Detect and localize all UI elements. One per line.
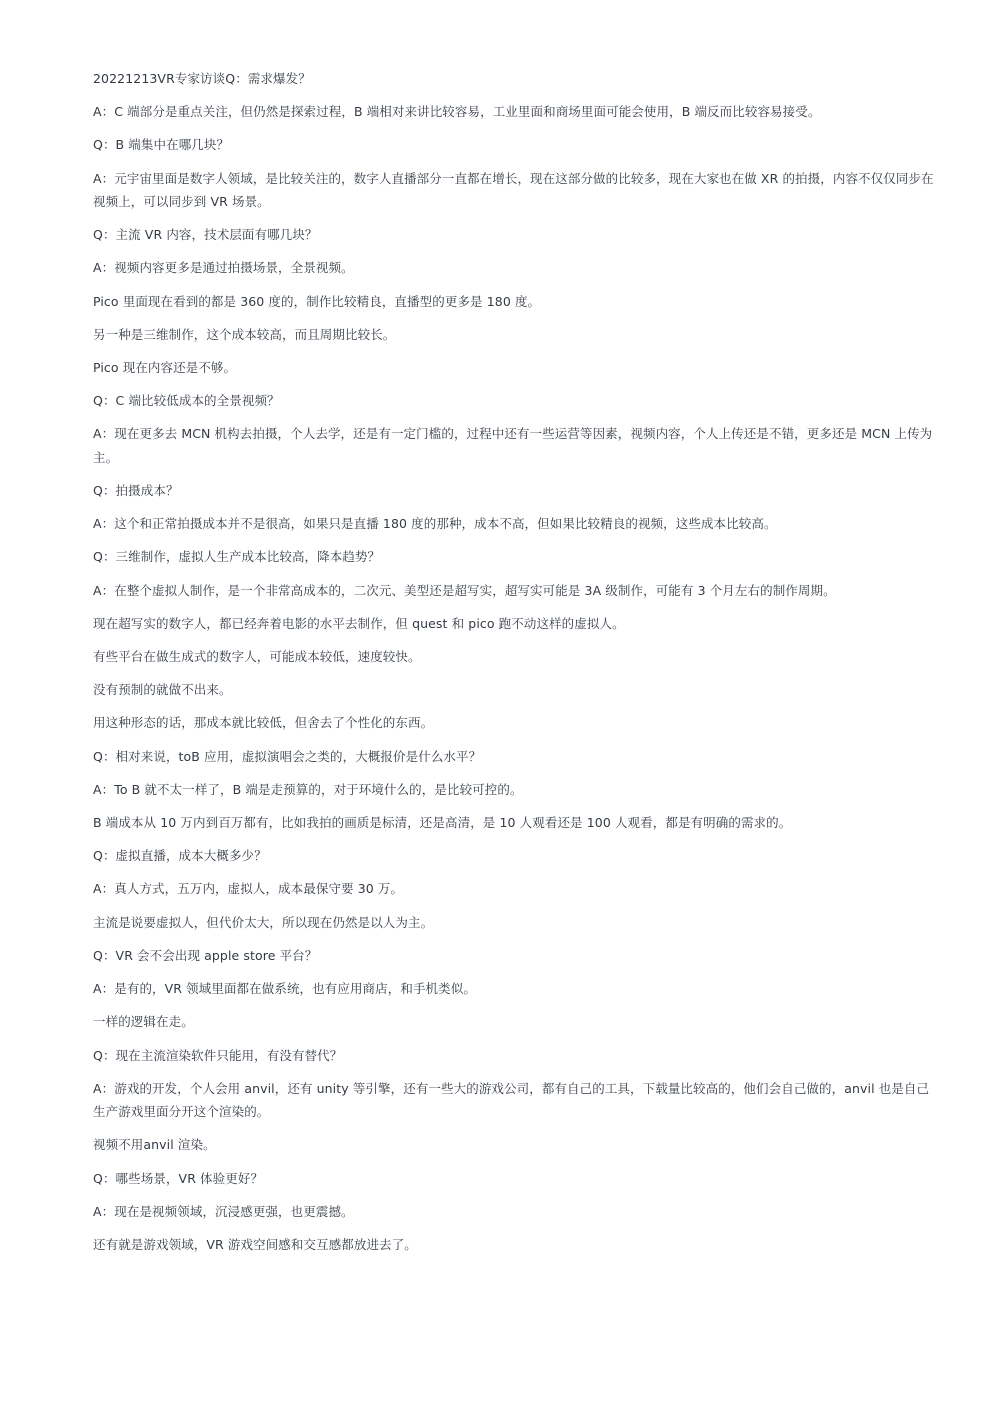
paragraph: 现在超写实的数字人，都已经奔着电影的水平去制作，但 quest 和 pico 跑不动这样的虚拟人。 — [93, 615, 625, 631]
paragraph: A：现在更多去 MCN 机构去拍摄，个人去学，还是有一定门槛的，过程中还有一些运营等因素，视频内容，个人上传还是不错，更多还是 MCN 上传为主。 — [93, 426, 933, 465]
paragraph: 视频不用anvil 渲染。 — [93, 1137, 216, 1153]
paragraph: Q：现在主流渲染软件只能用，有没有替代？ — [93, 1047, 343, 1063]
paragraph: A：在整个虚拟人制作，是一个非常高成本的，二次元、美型还是超写实，超写实可能是 3A 级制作，可能有 3 个月左右的制作周期。 — [93, 582, 836, 598]
paragraph: Pico 里面现在看到的都是 360 度的，制作比较精良，直播型的更多是 180 度。 — [93, 293, 541, 309]
paragraph: Q：C 端比较低成本的全景视频？ — [93, 393, 280, 409]
paragraph: 还有就是游戏领域，VR 游戏空间感和交互感都放进去了。 — [93, 1236, 417, 1252]
paragraph: A：视频内容更多是通过拍摄场景，全景视频。 — [93, 260, 354, 276]
paragraph: A：C 端部分是重点关注，但仍然是探索过程，B 端相对来讲比较容易，工业里面和商场里面可能会使用，B 端反而比较容易接受。 — [93, 104, 821, 120]
paragraph: A：To B 就不太一样了，B 端是走预算的，对于环境什么的，是比较可控的。 — [93, 781, 523, 797]
paragraph: Pico 现在内容还是不够。 — [93, 360, 237, 376]
paragraph: A：真人方式，五万内，虚拟人，成本最保守要 30 万。 — [93, 881, 404, 897]
paragraph: 一样的逻辑在走。 — [93, 1014, 194, 1030]
paragraph: Q：VR 会不会出现 apple store 平台？ — [93, 947, 318, 963]
paragraph: 用这种形态的话，那成本就比较低，但舍去了个性化的东西。 — [93, 715, 434, 731]
document-title: 20221213VR专家访谈Q：需求爆发？ — [93, 71, 311, 86]
paragraph: Q：主流 VR 内容，技术层面有哪几块？ — [93, 227, 318, 243]
paragraph: 另一种是三维制作，这个成本较高，而且周期比较长。 — [93, 326, 396, 342]
paragraph: A：现在是视频领域，沉浸感更强，也更震撼。 — [93, 1203, 354, 1219]
paragraph: A：是有的，VR 领域里面都在做系统，也有应用商店，和手机类似。 — [93, 981, 476, 997]
paragraph: 主流是说要虚拟人，但代价太大，所以现在仍然是以人为主。 — [93, 914, 434, 930]
paragraph: Q：拍摄成本？ — [93, 483, 179, 499]
paragraph: Q：相对来说，toB 应用，虚拟演唱会之类的，大概报价是什么水平？ — [93, 748, 482, 764]
paragraph: Q：哪些场景，VR 体验更好？ — [93, 1170, 264, 1186]
paragraph: 没有预制的就做不出来。 — [93, 682, 232, 698]
paragraph: A：元宇宙里面是数字人领域，是比较关注的，数字人直播部分一直都在增长，现在这部分做的比较多，现在大家也在做 XR 的拍摄，内容不仅仅同步在视频上，可以同步到 VR 场景。 — [93, 170, 934, 210]
paragraph: Q：B 端集中在哪几块？ — [93, 137, 230, 153]
paragraph: A：这个和正常拍摄成本并不是很高，如果只是直播 180 度的那种，成本不高，但如果比较精良的视频，这些成本比较高。 — [93, 516, 777, 532]
paragraph: A：游戏的开发，个人会用 anvil，还有 unity 等引擎，还有一些大的游戏公司，都有自己的工具，下载量比较高的，他们会自己做的，anvil 也是自己生产游戏里面分开这个渲染的。 — [93, 1080, 930, 1120]
document-body — [93, 67, 939, 1266]
paragraph: B 端成本从 10 万内到百万都有，比如我拍的画质是标清，还是高清，是 10 人观看还是 100 人观看，都是有明确的需求的。 — [93, 815, 792, 831]
paragraph: 有些平台在做生成式的数字人，可能成本较低，速度较快。 — [93, 649, 421, 665]
paragraph: Q：三维制作，虚拟人生产成本比较高，降本趋势？ — [93, 549, 381, 565]
paragraph: Q：虚拟直播，成本大概多少？ — [93, 848, 267, 864]
